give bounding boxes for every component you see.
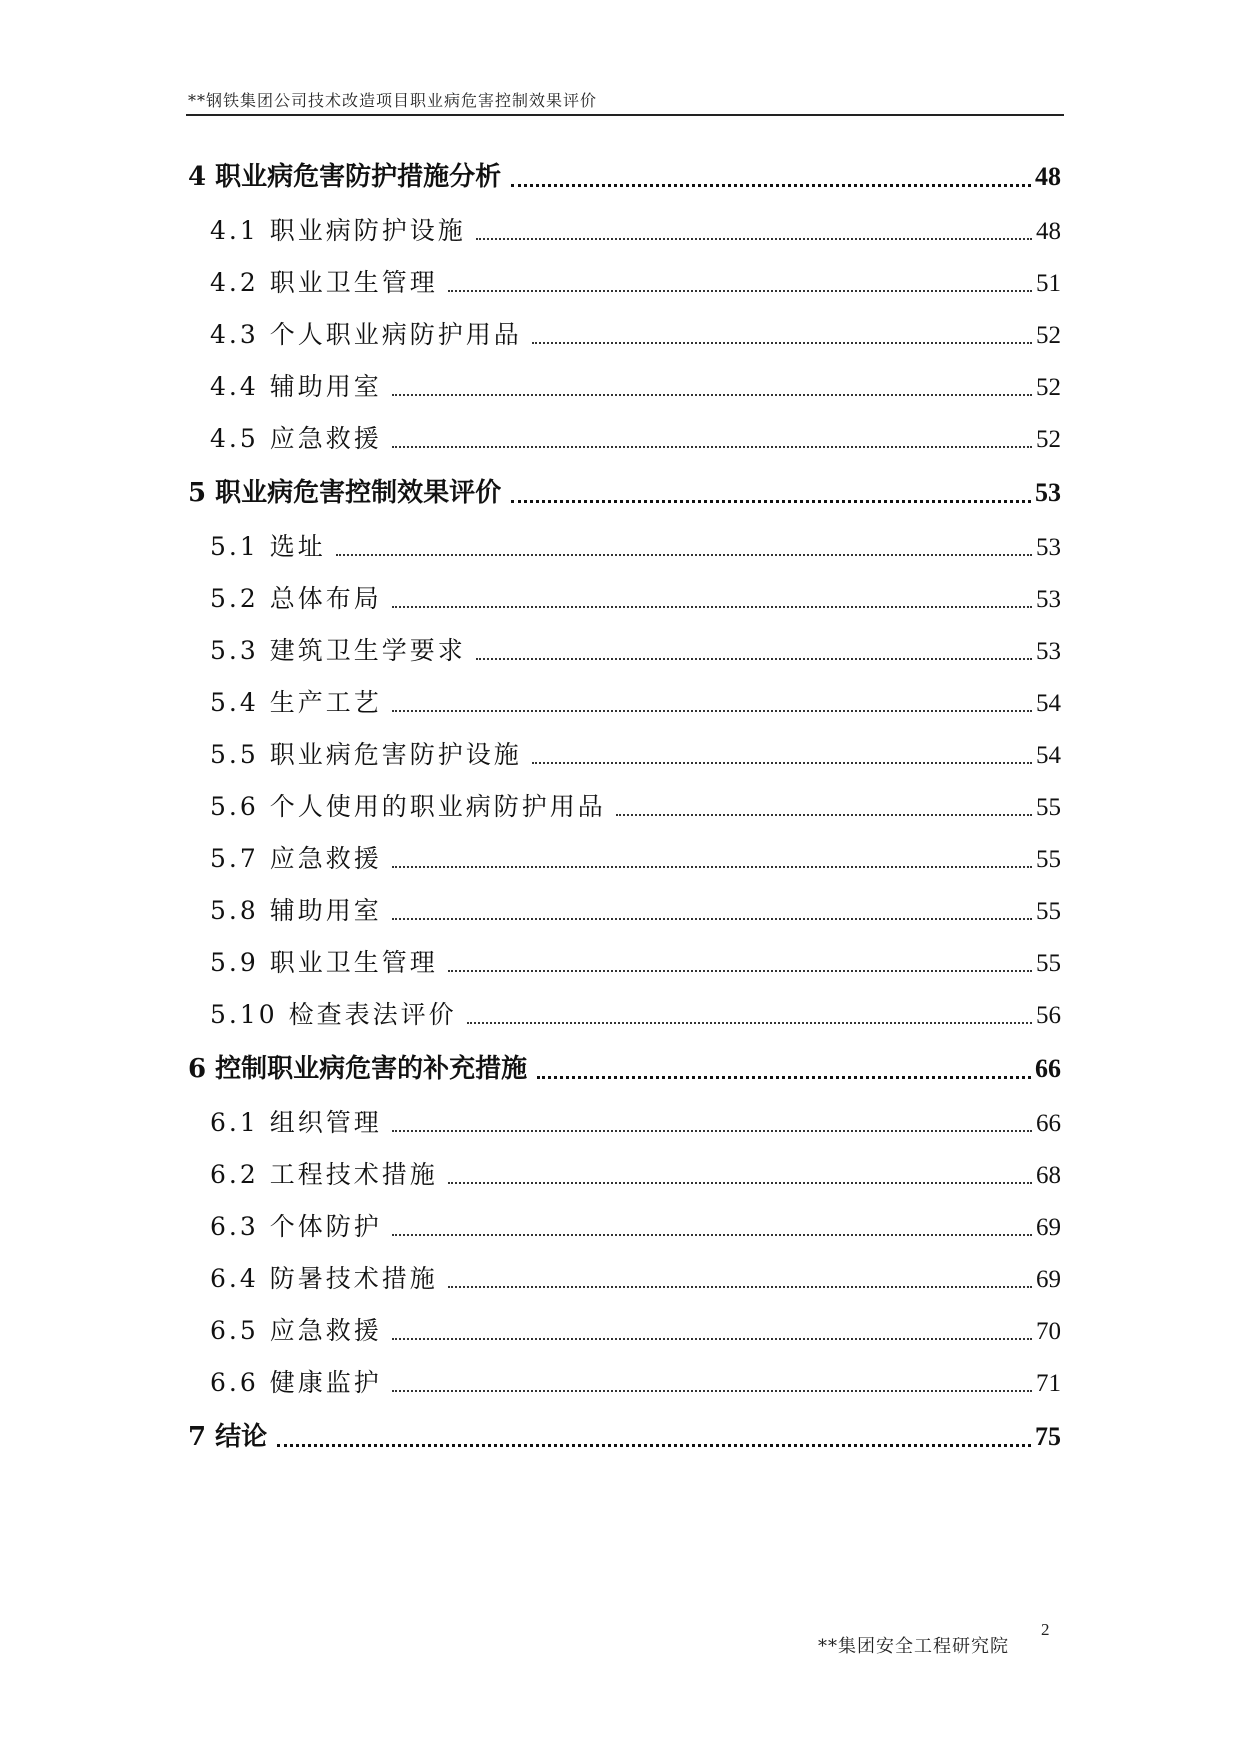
toc-entry-page: 69	[1036, 1266, 1061, 1293]
toc-entry-title: 6.5 应急救援	[210, 1316, 382, 1345]
toc-dot-leader	[448, 1182, 1032, 1184]
toc-entry-title: 4.3 个人职业病防护用品	[210, 320, 522, 349]
toc-entry-title: 6.3 个体防护	[210, 1212, 382, 1241]
toc-dot-leader	[392, 1234, 1032, 1236]
toc-entry-page: 52	[1036, 322, 1061, 349]
toc-entry-title: 5.7 应急救援	[210, 844, 382, 873]
toc-entry-title: 5.9 职业卫生管理	[210, 948, 438, 977]
toc-dot-leader	[392, 446, 1032, 448]
toc-entry-page: 53	[1035, 478, 1061, 507]
toc-entry-title: 6.1 组织管理	[210, 1108, 382, 1137]
toc-dot-leader	[532, 342, 1032, 344]
toc-dot-leader	[392, 1390, 1032, 1392]
toc-dot-leader	[511, 500, 1031, 503]
toc-section-entry[interactable]	[210, 1106, 1061, 1140]
toc-entry-page: 53	[1036, 638, 1061, 665]
toc-entry-title: 5.5 职业病危害防护设施	[210, 740, 522, 769]
toc-entry-page: 53	[1036, 586, 1061, 613]
toc-entry-page: 51	[1036, 270, 1061, 297]
toc-dot-leader	[476, 658, 1032, 660]
toc-section-entry[interactable]	[210, 790, 1061, 824]
toc-dot-leader	[392, 866, 1032, 868]
toc-entry-title: 4.2 职业卫生管理	[210, 268, 438, 297]
toc-section-entry[interactable]	[210, 530, 1061, 564]
toc-dot-leader	[392, 1130, 1032, 1132]
toc-dot-leader	[476, 238, 1032, 240]
toc-entry-page: 66	[1035, 1054, 1061, 1083]
toc-chapter-entry[interactable]	[188, 1052, 1061, 1086]
toc-dot-leader	[448, 290, 1032, 292]
toc-dot-leader	[537, 1076, 1031, 1079]
toc-entry-page: 48	[1036, 218, 1061, 245]
toc-section-entry[interactable]	[210, 894, 1061, 928]
toc-dot-leader	[467, 1022, 1032, 1024]
toc-dot-leader	[392, 1338, 1032, 1340]
toc-dot-leader	[392, 394, 1032, 396]
toc-section-entry[interactable]	[210, 1314, 1061, 1348]
toc-dot-leader	[448, 970, 1032, 972]
toc-entry-page: 54	[1036, 742, 1061, 769]
toc-section-entry[interactable]	[210, 1262, 1061, 1296]
toc-section-entry[interactable]	[210, 370, 1061, 404]
toc-chapter-entry[interactable]	[188, 1420, 1061, 1454]
toc-entry-page: 71	[1036, 1370, 1061, 1397]
toc-section-entry[interactable]	[210, 1210, 1061, 1244]
toc-section-entry[interactable]	[210, 318, 1061, 352]
toc-dot-leader	[277, 1444, 1031, 1447]
toc-entry-title: 5.1 选址	[210, 532, 326, 561]
toc-entry-page: 55	[1036, 794, 1061, 821]
toc-entry-title: 4.1 职业病防护设施	[210, 216, 466, 245]
toc-section-entry[interactable]	[210, 998, 1061, 1032]
toc-entry-title: 5.10 检查表法评价	[210, 1000, 457, 1029]
toc-section-entry[interactable]	[210, 266, 1061, 300]
toc-section-entry[interactable]	[210, 738, 1061, 772]
toc-dot-leader	[532, 762, 1032, 764]
toc-dot-leader	[616, 814, 1032, 816]
toc-entry-page: 56	[1036, 1002, 1061, 1029]
toc-entry-page: 70	[1036, 1318, 1061, 1345]
toc-entry-title: 7 结论	[188, 1422, 268, 1452]
toc-dot-leader	[392, 606, 1032, 608]
page-number: 2	[1041, 1620, 1050, 1639]
toc-section-entry[interactable]	[210, 422, 1061, 456]
toc-entry-page: 66	[1036, 1110, 1061, 1137]
toc-chapter-entry[interactable]	[188, 160, 1061, 194]
toc-entry-title: 4 职业病危害防护措施分析	[188, 162, 502, 192]
toc-entry-title: 4.5 应急救援	[210, 424, 382, 453]
toc-entry-page: 55	[1036, 898, 1061, 925]
running-header: **钢铁集团公司技术改造项目职业病危害控制效果评价	[188, 91, 598, 110]
toc-dot-leader	[392, 918, 1032, 920]
toc-section-entry[interactable]	[210, 946, 1061, 980]
toc-entry-title: 6 控制职业病危害的补充措施	[188, 1054, 528, 1084]
toc-section-entry[interactable]	[210, 634, 1061, 668]
toc-entry-title: 5.4 生产工艺	[210, 688, 382, 717]
toc-entry-page: 52	[1036, 374, 1061, 401]
toc-entry-title: 5.6 个人使用的职业病防护用品	[210, 792, 606, 821]
toc-entry-title: 5 职业病危害控制效果评价	[188, 478, 502, 508]
toc-entry-page: 55	[1036, 950, 1061, 977]
toc-section-entry[interactable]	[210, 1366, 1061, 1400]
toc-dot-leader	[511, 184, 1031, 187]
toc-entry-title: 6.2 工程技术措施	[210, 1160, 438, 1189]
toc-section-entry[interactable]	[210, 842, 1061, 876]
toc-entry-page: 52	[1036, 426, 1061, 453]
toc-entry-title: 5.3 建筑卫生学要求	[210, 636, 466, 665]
toc-entry-page: 55	[1036, 846, 1061, 873]
header-rule	[186, 114, 1064, 116]
toc-entry-page: 48	[1035, 162, 1061, 191]
toc-section-entry[interactable]	[210, 582, 1061, 616]
toc-section-entry[interactable]	[210, 214, 1061, 248]
toc-entry-page: 68	[1036, 1162, 1061, 1189]
toc-entry-title: 4.4 辅助用室	[210, 372, 382, 401]
toc-entry-page: 75	[1035, 1422, 1061, 1451]
toc-entry-title: 6.6 健康监护	[210, 1368, 382, 1397]
toc-entry-page: 53	[1036, 534, 1061, 561]
toc-entry-title: 5.2 总体布局	[210, 584, 382, 613]
toc-entry-page: 69	[1036, 1214, 1061, 1241]
toc-entry-title: 6.4 防暑技术措施	[210, 1264, 438, 1293]
toc-dot-leader	[392, 710, 1032, 712]
toc-entry-title: 5.8 辅助用室	[210, 896, 382, 925]
toc-dot-leader	[448, 1286, 1032, 1288]
toc-entry-page: 54	[1036, 690, 1061, 717]
toc-section-entry[interactable]	[210, 686, 1061, 720]
toc-section-entry[interactable]	[210, 1158, 1061, 1192]
toc-chapter-entry[interactable]	[188, 476, 1061, 510]
toc-dot-leader	[336, 554, 1032, 556]
footer-organization: **集团安全工程研究院	[818, 1636, 1009, 1657]
